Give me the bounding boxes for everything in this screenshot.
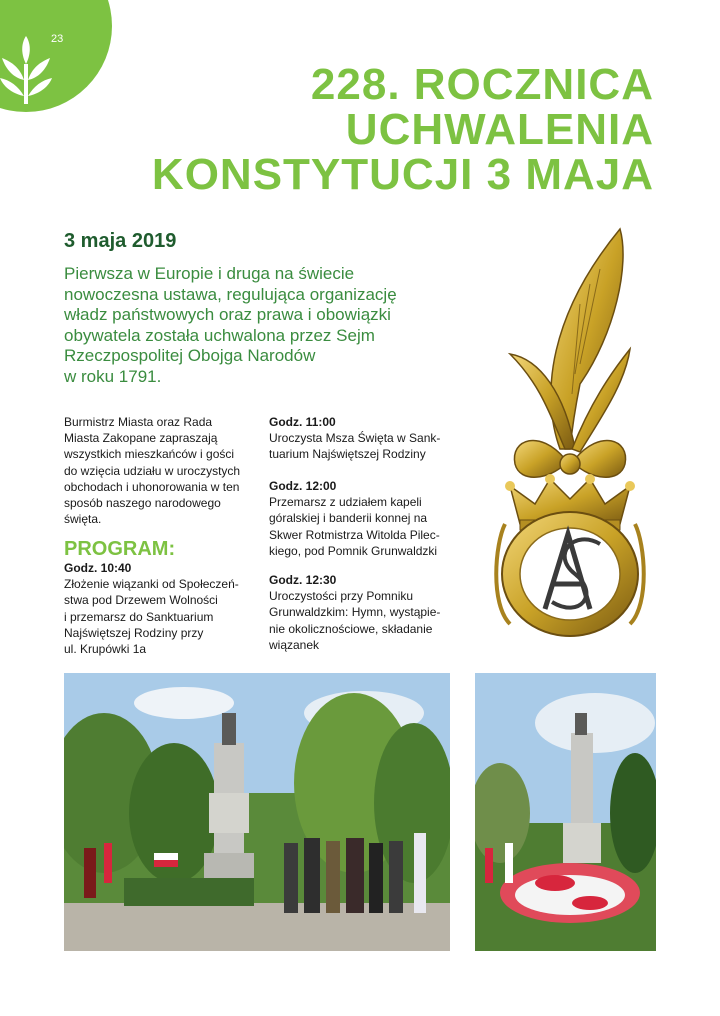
intro-line: święta. xyxy=(64,512,102,527)
program-line: ul. Krupówki 1a xyxy=(64,642,147,657)
title-line: 228. ROCZNICA xyxy=(310,60,654,109)
program-line: Najświętszej Rodziny przy xyxy=(64,625,204,640)
program-line: wiązanek xyxy=(269,637,320,652)
program-line: Grunwaldzkim: Hymn, wystąpie- xyxy=(269,605,441,620)
intro-line: obchodach i uhonorowania w ten xyxy=(64,479,240,494)
program-line: kiego, pod Pomnik Grunwaldzki xyxy=(269,543,438,558)
intro-line: wszystkich mieszkańców i gości xyxy=(64,447,235,462)
lead-paragraph xyxy=(64,264,464,387)
program-item xyxy=(269,414,469,463)
intro-paragraph xyxy=(64,414,254,527)
monument-flowers-photo xyxy=(475,673,656,951)
lead-line: w roku 1791. xyxy=(64,366,162,386)
lead-line: władz państwowych oraz prawa i obowiązki xyxy=(64,305,391,324)
lead-line: Pierwsza w Europie i druga na świecie xyxy=(64,264,355,283)
intro-line: Miasta Zakopane zapraszają xyxy=(64,431,218,446)
program-line: stwa pod Drzewem Wolności xyxy=(64,593,218,608)
program-time: Godz. 12:00 xyxy=(269,479,337,493)
intro-line: sposób naszego narodowego xyxy=(64,496,221,511)
intro-line: Burmistrz Miasta oraz Rada xyxy=(64,415,213,429)
program-time: Godz. 11:00 xyxy=(269,415,336,429)
program-line: Przemarsz z udziałem kapeli xyxy=(269,495,422,510)
event-date: 3 maja 2019 xyxy=(64,230,177,252)
page-number: 23 xyxy=(51,33,64,45)
title-line: KONSTYTUCJI 3 MAJA xyxy=(151,150,654,199)
leaf-sprout-icon xyxy=(0,34,52,108)
program-item xyxy=(269,478,469,559)
program-item xyxy=(269,572,469,653)
program-line: Złożenie wiązanki od Społeczeń- xyxy=(64,577,239,592)
program-heading: PROGRAM: xyxy=(64,538,176,560)
lead-line: Rzeczpospolitej Obojga Narodów xyxy=(64,346,316,365)
program-line: Skwer Rotmistrza Witolda Pilec- xyxy=(269,527,440,542)
monument-ceremony-photo xyxy=(64,673,450,951)
program-time: Godz. 10:40 xyxy=(64,561,132,575)
program-line: nie okolicznościowe, składanie xyxy=(269,621,433,636)
title-line: UCHWALENIA xyxy=(345,105,654,154)
lead-line: obywatela została uchwalona przez Sejm xyxy=(64,325,375,345)
program-line: Uroczystości przy Pomniku xyxy=(269,589,414,604)
program-line: i przemarsz do Sanktuarium xyxy=(64,609,214,624)
page-title xyxy=(152,62,654,197)
gold-plume-emblem-icon xyxy=(480,224,650,644)
program-line: góralskiej i banderii konnej na xyxy=(269,511,428,526)
program-line: Uroczysta Msza Święta w Sank- xyxy=(269,431,441,446)
lead-line: nowoczesna ustawa, regulująca organizację xyxy=(64,284,397,304)
program-line: tuarium Najświętszej Rodziny xyxy=(269,447,426,462)
program-item xyxy=(64,560,264,657)
intro-line: do wzięcia udziału w uroczystych xyxy=(64,463,241,478)
program-time: Godz. 12:30 xyxy=(269,573,337,587)
